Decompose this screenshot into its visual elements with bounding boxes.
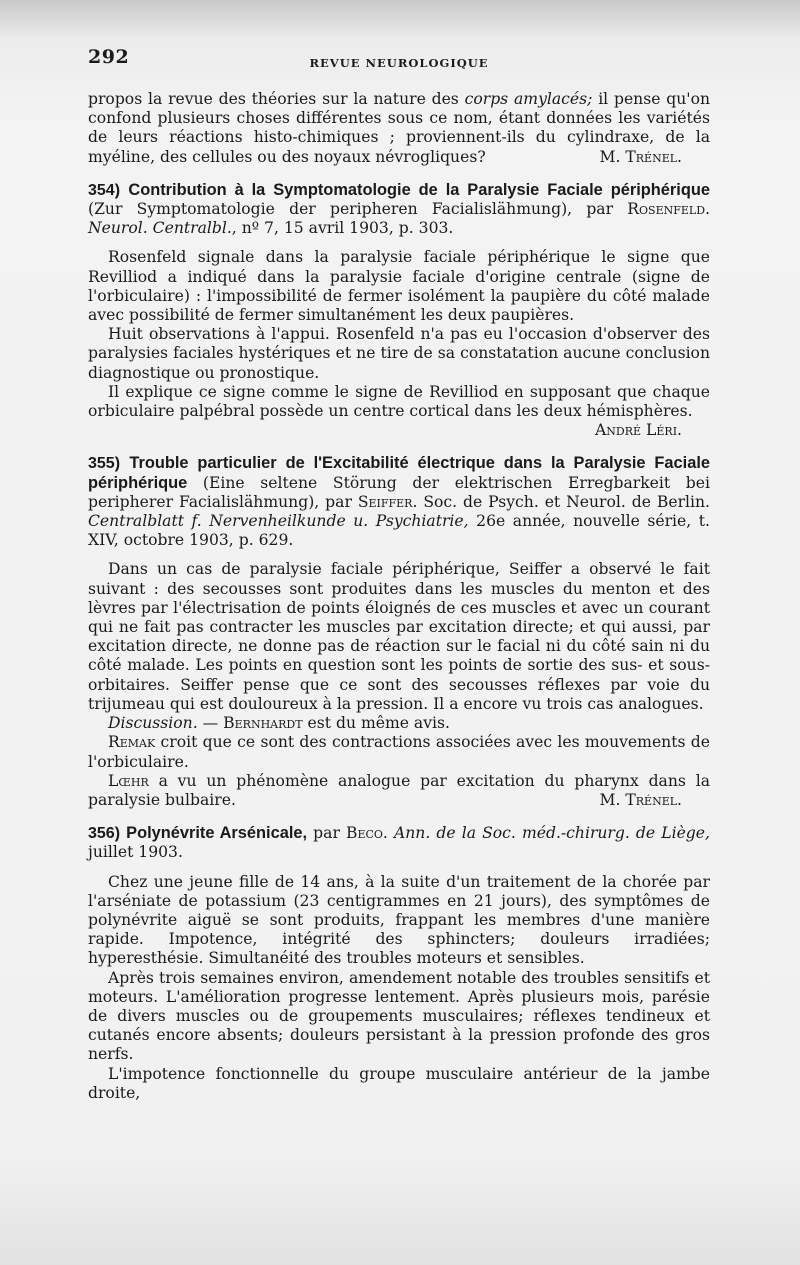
signature: M. Trénel. [599, 147, 682, 166]
entry-title: Contribution à la Symptomatologie de la Paralysie Faciale périphérique [128, 180, 710, 199]
abstract-paragraph: Chez une jeune fille de 14 ans, à la suite d'un traitement de la chorée par l'arséniate de potassium (23 centigrammes en 21 jours), des symptômes de polynévrite aiguë se sont produits, frappant les membres d'une manière rapide. Impotence, intégrité des sphincters; douleurs irradiées; hyperesthésie. Simultanéité des troubles moteurs et sensibles. [88, 872, 710, 968]
remak-paragraph: Remak croit que ce sont des contractions associées avec les mouvements de l'orbiculaire. [88, 733, 710, 771]
abstract-paragraph: Il explique ce signe comme le signe de Revilliod en supposant que chaque orbiculaire palpébral possède un centre cortical dans les deux hémisphères. [88, 382, 710, 421]
entry-355 [88, 454, 710, 810]
journal-title: REVUE NEUROLOGIQUE [309, 56, 489, 70]
entry-heading: 354) Contribution à la Symptomatologie de la Paralysie Faciale périphérique (Zur Symptomatologie der peripheren Facialislähmung), par Rosenfeld. Neurol. Centralbl., nº 7, 15 avril 1903, p. 303. [88, 180, 710, 238]
entry-356 [88, 824, 710, 1103]
page-number: 292 [88, 46, 130, 68]
abstract-paragraph: Rosenfeld signale dans la paralysie faciale périphérique le signe que Revilliod a indiqué dans la paralysie faciale d'origine centrale (signe de l'orbiculaire) : l'impossibilité de fermer isolément la paupière du côté malade avec possibilité de fermer simultanément les deux paupières. [88, 248, 710, 325]
abstract-paragraph: L'impotence fonctionnelle du groupe musculaire antérieur de la jambe droite, [88, 1064, 710, 1102]
author: Seiffer. [357, 492, 418, 511]
loehr-paragraph: Lœhr a vu un phénomène analogue par excitation du pharynx dans la paralysie bulbaire. M. Trénel. [88, 771, 710, 809]
entry-354 [88, 181, 710, 441]
abstract-paragraph: Dans un cas de paralysie faciale périphérique, Seiffer a observé le fait suivant : des secousses sont produites dans les muscles du menton et des lèvres par l'électrisation de points éloignés de ces muscles et avec un courant qui ne fait pas contracter les muscles par excitation directe; et qui aussi, par excitation directe, ne donne pas de réaction sur le facial ni du côté sain ni du côté malade. Les points en question sont les points de sortie des sus- et sous-orbitaires. Seiffer pense que ce sont des secousses réflexes par voie du trijumeau qui est douloureux à la pression. Il a encore vu trois cas analogues. [88, 560, 710, 713]
entry-number: 355) [88, 455, 121, 473]
author: Rosenfeld. [627, 200, 710, 219]
carryover-paragraph: propos la revue des théories sur la nature des corps amylacés; il pense qu'on confond plusieurs choses différentes sous ce nom, étant données les variétés de leurs réactions histo-chimiques ; proviennent-ils du cylindraxe, de la myéline, des cellules ou des noyaux névrogliques? M. Trénel. [88, 90, 711, 166]
entry-number: 356) [88, 825, 121, 843]
page-content [88, 48, 710, 1103]
abstract-paragraph: Huit observations à l'appui. Rosenfeld n'a pas eu l'occasion d'observer des paralysies faciales hystériques et ne tire de sa constatation aucune conclusion diagnostique ou pronostique. [88, 325, 710, 382]
entry-heading: 356) Polynévrite Arsénicale, par Beco. Ann. de la Soc. méd.-chirurg. de Liège, juillet 1903. [88, 824, 710, 862]
discussion-paragraph: Discussion. — Bernhardt est du même avis. [108, 714, 450, 733]
entry-heading: 355) Trouble particulier de l'Excitabilité électrique dans la Paralysie Faciale périphérique (Eine seltene Störung der elektrischen Erregbarkeit bei peripherer Facialislähmung), par Seiffer. Soc. de Psych. et Neurol. de Berlin. Centralblatt f. Nervenheilkunde u. Psychiatrie, 26e année, nouvelle série, t. XIV, octobre 1903, p. 629. [88, 454, 711, 550]
entry-number: 354) [88, 181, 121, 199]
signature: André Léri. [595, 421, 682, 440]
author: Beco. [346, 824, 388, 843]
signature: M. Trénel. [599, 790, 682, 809]
entry-title: Trouble particulier de l'Excitabilité électrique dans la Paralysie Faciale périphérique [88, 454, 710, 492]
running-header [88, 48, 710, 74]
abstract-paragraph: Après trois semaines environ, amendement notable des troubles sensitifs et moteurs. L'amélioration progresse lentement. Après plusieurs mois, parésie de divers muscles ou de groupements musculaires; réflexes tendineux et cutanés encore absents; douleurs persistant à la pression profonde des gros nerfs. [88, 968, 710, 1064]
entry-title: Polynévrite Arsénicale, [126, 824, 308, 843]
